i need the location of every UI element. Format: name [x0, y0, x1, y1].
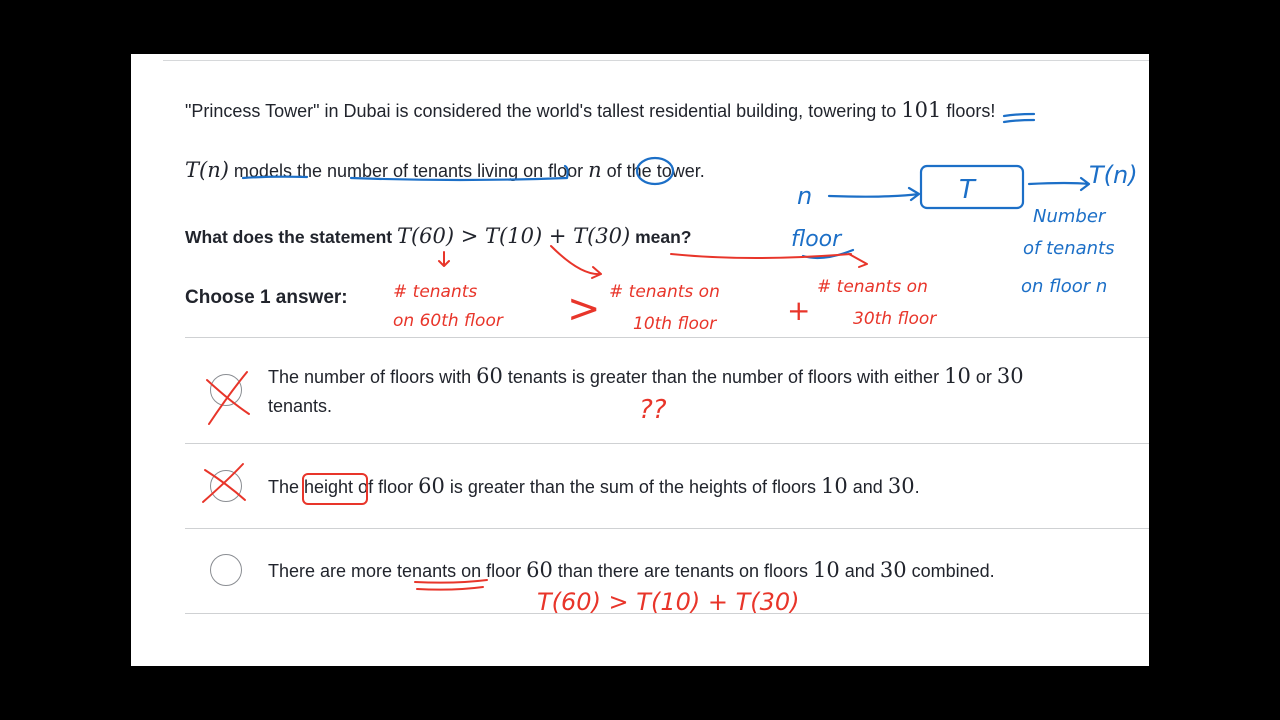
red-30th-floor: 30th floor: [853, 309, 937, 329]
arrow-n-to-box: [829, 188, 919, 200]
choice-3-text: There are more tenants on floor 60 than there are tenants on floors 10 and 30 combined.: [268, 558, 995, 582]
blue-number: Number: [1033, 206, 1106, 227]
exercise-panel: [131, 54, 1149, 666]
choice-2-text: The height of floor 60 is greater than the sum of the heights of floors 10 and 30.: [268, 474, 920, 498]
arrow-box-to-Tn: [1029, 178, 1089, 190]
choice-1-line-2: tenants.: [268, 396, 333, 416]
underline-number-of-tenants-living: [351, 166, 568, 180]
blue-of-tenants: of tenants: [1023, 238, 1115, 259]
blue-box-T: T: [959, 175, 975, 205]
choose-label: Choose 1 answer:: [185, 287, 348, 308]
arrow-T60-down: [439, 252, 449, 266]
red-10th-floor: 10th floor: [633, 314, 717, 334]
choice-1-line-1: The number of floors with 60 tenants is greater than the number of floors with either 10 or 30: [268, 364, 1024, 388]
red-question-marks: ??: [639, 395, 667, 425]
question-prompt: What does the statement T(60) > T(10) + T(30) mean?: [185, 224, 692, 248]
intro-number: 101: [901, 98, 942, 122]
prompt-statement: T(60) > T(10) + T(30): [396, 224, 631, 248]
ink-annotations: [131, 54, 1149, 666]
model-variable: n: [588, 158, 602, 182]
question-intro: "Princess Tower" in Dubai is considered the world's tallest residential building, towering to 101 floors!: [185, 98, 996, 122]
underline-models: [243, 177, 307, 178]
blue-Tn: T(n): [1089, 161, 1138, 189]
red-tenants-3: # tenants on: [817, 277, 928, 297]
red-tenants-2: # tenants on: [609, 282, 720, 302]
red-greater-than: >: [567, 286, 601, 332]
arrow-T10-down: [551, 246, 601, 278]
blue-n: n: [797, 182, 813, 210]
question-model: T(n) models the number of tenants living on floor n of the tower.: [185, 158, 705, 182]
blue-floor: floor: [791, 227, 842, 252]
circle-n: [637, 158, 673, 184]
underline-tenants: [415, 580, 487, 583]
box-height: [303, 474, 367, 504]
underline-101-floors: [1004, 114, 1034, 116]
model-function: T(n): [185, 158, 229, 182]
blue-on-floor-n: on floor n: [1021, 276, 1108, 297]
red-tenants-1: # tenants: [393, 282, 478, 302]
red-plus: +: [787, 294, 811, 327]
red-equation: T(60) > T(10) + T(30): [537, 588, 800, 616]
red-on-60th-floor: on 60th floor: [393, 311, 503, 331]
